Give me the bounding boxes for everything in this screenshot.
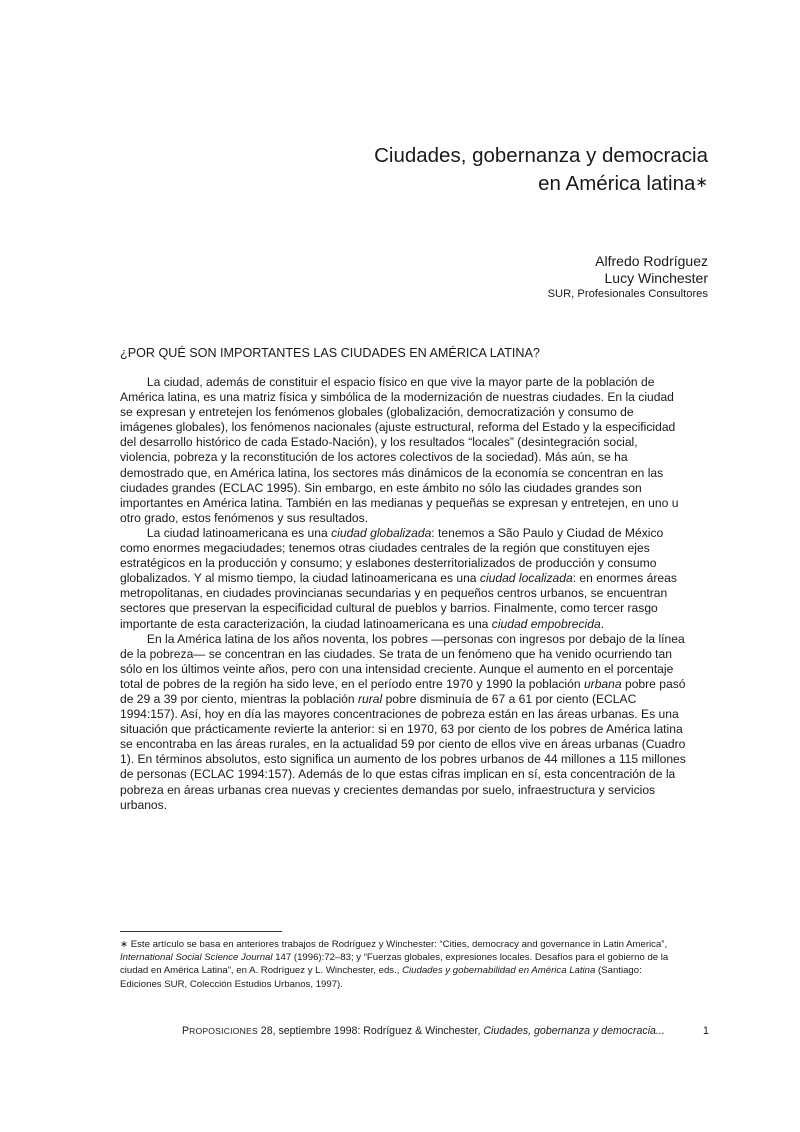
text-line: se expresan y entretejen los fenómenos globales (globalización, democratización y consumo de: [120, 405, 634, 420]
text-line: de personas (ECLAC 1994:157). Además de lo que estas cifras implican en sí, esta concentración de la: [120, 767, 676, 782]
footnote-mark: ∗: [120, 939, 129, 950]
text-line: demostrado que, en América latina, los sectores más dinámicos de la economía se concentran en las: [120, 465, 664, 480]
text-line: otro grado, estos fenómenos y sus resultados.: [120, 510, 369, 525]
paragraphs: [120, 375, 708, 813]
text-line: del desarrollo histórico de cada Estado-Nación), y los resultados “locales” (desintegración social,: [120, 435, 638, 450]
text-line: como enormes megaciudades; tenemos otras ciudades centrales de la región que constituyen ejes: [120, 541, 650, 556]
text-line: sólo en los últimos veinte años, pero con una intensidad creciente. Aunque el aumento en el porcentaje: [120, 661, 674, 676]
text-line: En la América latina de los años noventa, los pobres —personas con ingresos por debajo de la línea: [120, 631, 685, 646]
footnote-line: International Social Science Journal 147 (1996):72–83; y “Fuerzas globales, expresiones locales. Desafíos para el gobierno de la: [120, 952, 669, 964]
text-line: 1). En términos absolutos, esto significa un aumento de los pobres urbanos de 44 millones a 115 millones: [120, 752, 686, 767]
text-line: América latina, es una matriz física y simbólica de la modernización de nuestras ciudades. En la ciudad: [120, 390, 674, 405]
text-line: se encontraba en las áreas rurales, en la actualidad 59 por ciento de ellos vive en áreas urbanas (Cuadro: [120, 737, 686, 752]
section-heading: ¿POR QUÉ SON IMPORTANTES LAS CIUDADES EN AMÉRICA LATINA?: [120, 346, 540, 360]
footnote-lines: [120, 938, 710, 991]
author-2: Lucy Winchester: [604, 270, 708, 286]
footnote-rule: [120, 931, 282, 932]
paragraph: [120, 632, 708, 813]
title-line-1: Ciudades, gobernanza y democracia: [374, 144, 708, 167]
footnote-line: Ediciones SUR, Colección Estudios Urbanos, 1997).: [120, 978, 343, 990]
footnote-line: ∗ Este artículo se basa en anteriores trabajos de Rodríguez y Winchester: “Cities, democracy and governance in Latin America”,: [120, 939, 668, 950]
text-line: total de pobres de la región ha sido leve, en el período entre 1970 y 1990 la población urbana pobre pasó: [120, 676, 686, 691]
text-line: violencia, pobreza y la reconstitución de los actores colectivos de la sociedad). Más aún, se ha: [120, 450, 628, 465]
text-line: sectores que preservan la especificidad cultural de pueblos y barrios. Finalmente, como tercer rasgo: [120, 601, 658, 616]
text-line: estratégicos en la producción y consumo; y eslabones desterritorializados de producción y consumo: [120, 556, 657, 571]
title-line-2-text: en América latina: [538, 172, 696, 195]
text-line: 1994:157). Así, hoy en día las mayores concentraciones de pobreza están en las áreas urbanas. Es una: [120, 707, 679, 722]
text-line: situación que prácticamente revierte la anterior: si en 1970, 63 por ciento de los pobres de América latina: [120, 722, 683, 737]
footer-journal-rest: ROPOSICIONES: [189, 1026, 258, 1036]
text-line: metropolitanas, en ciudades provincianas secundarias y en pequeños centros urbanos, se encuentran: [120, 586, 668, 601]
text-line: ciudades grandes (ECLAC 1995). Sin embargo, en este ámbito no sólo las ciudades grandes son: [120, 480, 642, 495]
footer-italic-title: Ciudades, gobernanza y democracia...: [483, 1025, 665, 1037]
footnote-line: ciudad en América Latina”, en A. Rodríguez y L. Winchester, eds., Ciudades y gobernabilidad en América Latina (Santiago:: [120, 965, 642, 977]
text-line: La ciudad, además de constituir el espacio físico en que vive la mayor parte de la población de: [120, 375, 655, 389]
page-number: 1: [703, 1025, 709, 1037]
text-line: de 29 a 39 por ciento, mientras la población rural pobre disminuía de 67 a 61 por ciento (ECLAC: [120, 691, 637, 706]
text-line: importantes en América latina. También en las medianas y pequeñas se expresan y entretejen, en uno u: [120, 495, 679, 510]
body-text: [120, 375, 708, 813]
title-footnote-mark: ∗: [695, 174, 708, 191]
footer-citation: 28, septiembre 1998: Rodríguez & Winchester,: [257, 1025, 484, 1037]
text-line: importante de esta caracterización, la ciudad latinoamericana es una ciudad empobrecida.: [120, 616, 605, 631]
text-line: globalizados. Y al mismo tiempo, la ciudad latinoamericana es una ciudad localizada: en enormes áreas: [120, 571, 677, 586]
affiliation: SUR, Profesionales Consultores: [547, 288, 708, 300]
page-footer: [182, 1024, 665, 1038]
title-line-2: [538, 170, 708, 197]
paragraph: [120, 375, 708, 526]
text-line: urbanos.: [120, 797, 168, 812]
footnote: [120, 938, 710, 991]
text-line: La ciudad latinoamericana es una ciudad globalizada: tenemos a São Paulo y Ciudad de México: [120, 525, 664, 540]
text-line: de la pobreza— se concentran en las ciudades. Se trata de un fenómeno que ha venido ocurriendo tan: [120, 646, 672, 661]
paragraph: [120, 526, 708, 632]
footer-journal-initial: P: [182, 1025, 190, 1037]
author-1: Alfredo Rodríguez: [595, 253, 708, 269]
text-line: pobreza en áreas urbanas crea nuevas y crecientes demandas por suelo, infraestructura y servicios: [120, 782, 656, 797]
text-line: imágenes globales), los fenómenos nacionales (ajuste estructural, reforma del Estado y la especificidad: [120, 420, 676, 435]
